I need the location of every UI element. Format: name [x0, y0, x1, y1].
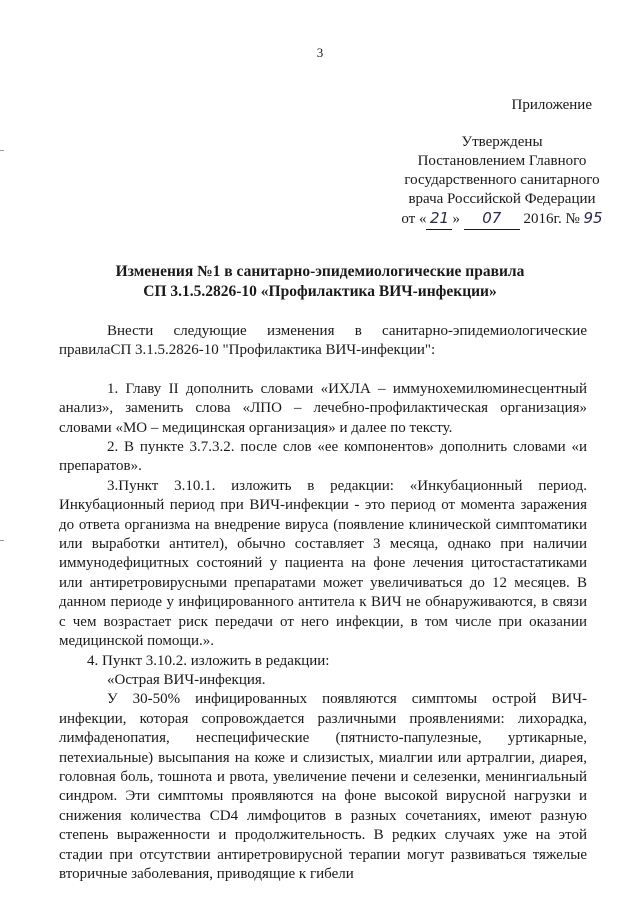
margin-mark	[0, 150, 4, 151]
intro-line: Внести следующие изменения в санитарно-эпидемиологические	[107, 323, 587, 339]
handwritten-month: 07	[482, 209, 502, 227]
title-line: СП 3.1.5.2826-10 «Профилактика ВИЧ-инфекции»	[143, 283, 497, 300]
approval-block	[392, 133, 612, 230]
intro-paragraph	[59, 322, 587, 361]
margin-mark	[0, 540, 4, 541]
amendment-item-3: 3.Пункт 3.10.1. изложить в редакции: «Инкубационный период. Инкубационный период при ВИЧ-инфекции - это период от момента заражения до ответа организма на внедрение вируса (появление клинической симптоматики или выработки антител), обычно составляет 3 месяца, однако при наличии иммунодефицитных состояний у пациента на фоне лечения цитостастатиками или антиретровирусными препаратами может увеличиваться до 12 месяцев. В данном периоде у инфицированного антитела к ВИЧ не обнаруживаются, в связи с чем возрастает риск передачи от него инфекции, в том числе при оказании медицинской помощи.».	[59, 477, 587, 650]
amendment-item-4-heading: «Острая ВИЧ-инфекция.	[107, 671, 266, 688]
date-month-field	[464, 209, 520, 230]
approval-line: государственного санитарного	[404, 172, 600, 188]
title-line: Изменения №1 в санитарно-эпидемиологические правила	[115, 263, 525, 280]
handwritten-day: 21	[429, 209, 450, 227]
date-year: 2016г. №	[519, 211, 584, 227]
amendment-item-4-text: У 30-50% инфицированных появляются симптомы острой ВИЧ-инфекции, которая сопровождается различными проявлениями: лихорадка, лимфаденопатия, неспецифические (пятнисто-папулезные, уртикарные, петехиальные) высыпания на коже и слизистых, миалгии или артралгии, диарея, головная боль, тошнота и рвота, увеличение печени и селезенки, менингиальный синдром. Эти симптомы проявляются на фоне высокой вирусной нагрузки и снижения количества CD4 лимфоцитов в разных сочетаниях, имеют разную степень выраженности и продолжительность. В редких случаях уже на этой стадии при отсутствии антиретровирусной терапии могут развиваться тяжелые вторичные заболевания, приводящие к гибели	[59, 691, 587, 882]
date-mid: »	[452, 211, 464, 227]
page-number: 3	[316, 45, 324, 60]
approval-date-line	[392, 209, 612, 230]
amendment-item-4: 4. Пункт 3.10.2. изложить в редакции:	[87, 652, 330, 669]
amendment-item-1: 1. Главу II дополнить словами «ИХЛА – иммунохемилюминесцентный анализ», заменить слова «ЛПО – лечебно-профилактическая организация» словами «МО – медицинская организация» и далее по тексту.	[59, 380, 587, 436]
approval-line: врача Российской Федерации	[408, 191, 596, 207]
date-day-field	[426, 209, 452, 230]
document-title	[0, 262, 640, 302]
date-prefix: от «	[401, 211, 427, 227]
approval-line: Постановлением Главного	[417, 153, 587, 169]
approval-line: Утверждены	[461, 134, 543, 150]
document-body	[59, 322, 587, 884]
appendix-label: Приложение	[511, 97, 592, 113]
handwritten-number: 95	[583, 209, 603, 227]
amendment-item-2: 2. В пункте 3.7.3.2. после слов «ее компонентов» дополнить словами «и препаратов».	[59, 439, 587, 475]
intro-line: правилаСП 3.1.5.2826-10 "Профилактика ВИЧ-инфекции":	[59, 342, 436, 359]
